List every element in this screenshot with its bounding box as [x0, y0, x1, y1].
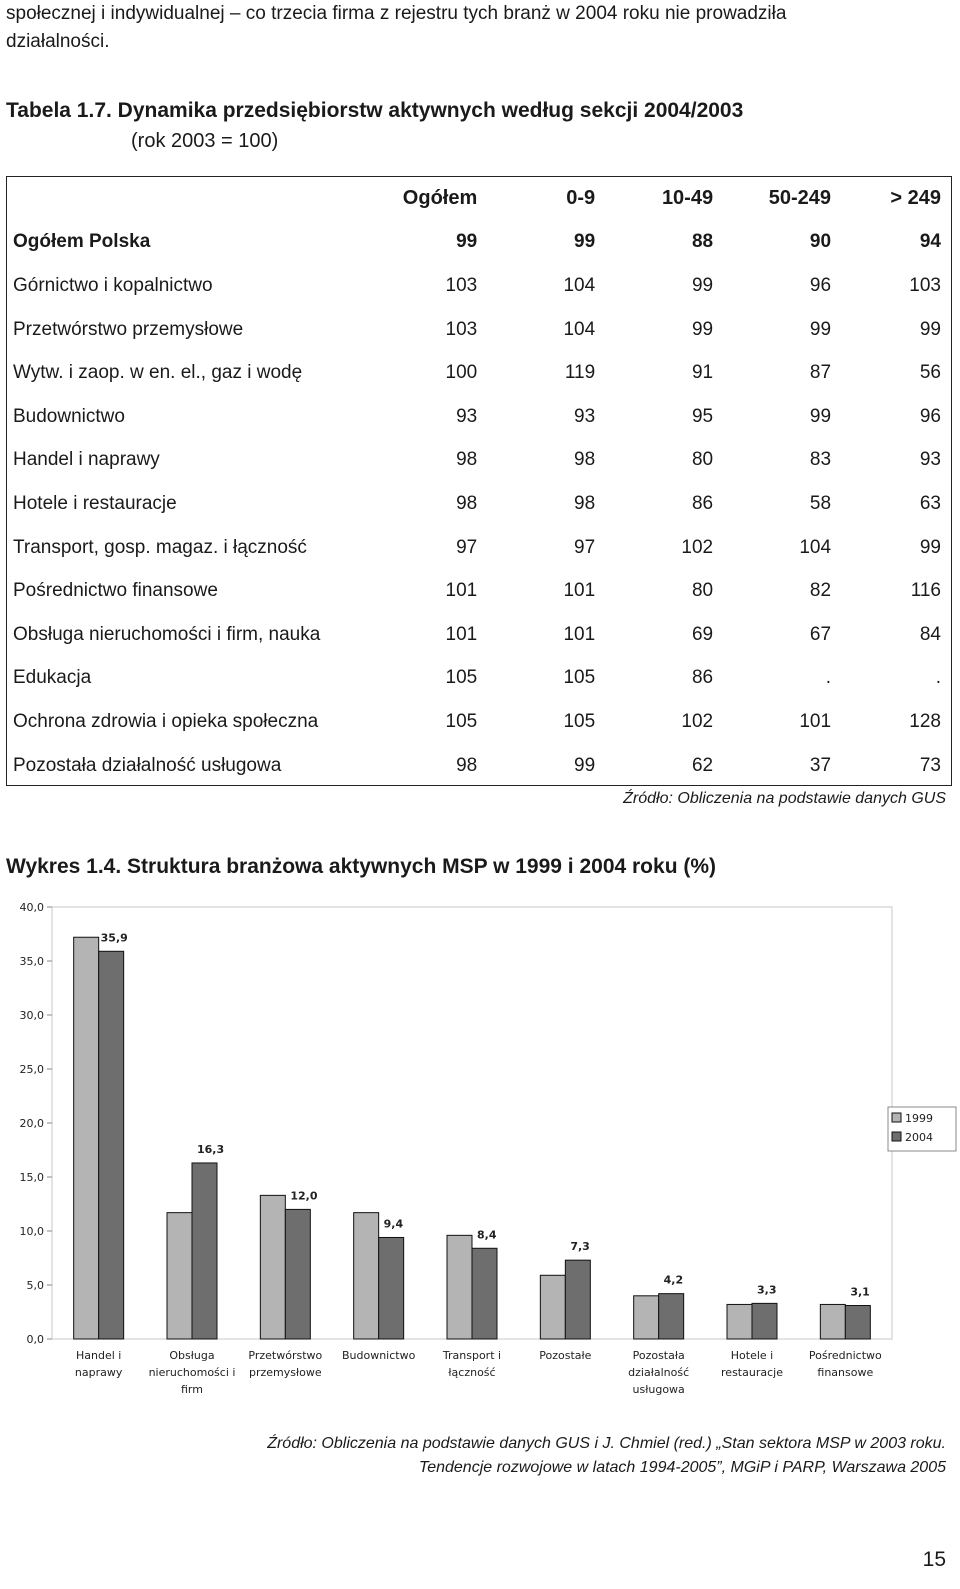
y-tick-label: 10,0: [19, 1225, 44, 1238]
row-value: .: [935, 667, 941, 689]
table-row: [7, 439, 951, 483]
x-category-label: restauracje: [721, 1366, 783, 1379]
x-category-label: Handel i: [75, 1349, 122, 1362]
y-tick-label: 25,0: [19, 1063, 44, 1076]
row-value: 84: [919, 623, 941, 645]
row-value: 73: [919, 754, 941, 776]
header-col-1: 0-9: [566, 187, 596, 210]
x-category-label: Hotele i: [730, 1349, 774, 1362]
table-row: [7, 351, 951, 395]
row-value: 86: [691, 492, 714, 514]
bar-2004: [659, 1294, 684, 1339]
legend-label: 1999: [905, 1112, 933, 1125]
bar-1999: [727, 1304, 752, 1339]
bar-1999: [167, 1213, 192, 1339]
row-value: 80: [691, 449, 714, 471]
x-category-label: łączność: [448, 1366, 496, 1379]
row-label: Wytw. i zaop. w en. el., gaz i wodę: [13, 362, 303, 384]
row-value: 69: [691, 623, 714, 645]
header-empty: [7, 177, 403, 221]
row-value: 93: [574, 405, 596, 427]
row-value: 99: [691, 318, 714, 340]
y-tick-label: 40,0: [19, 901, 44, 914]
row-value: 86: [691, 667, 714, 689]
row-value: 94: [919, 231, 941, 253]
legend-swatch: [892, 1113, 901, 1122]
table-row: [7, 482, 951, 526]
legend-swatch: [892, 1132, 901, 1141]
table-row: [7, 744, 951, 788]
row-value: 97: [456, 536, 478, 558]
row-value: 101: [445, 623, 478, 645]
row-value: 93: [919, 449, 941, 471]
row-value: 97: [574, 536, 596, 558]
row-label: Budownictwo: [13, 405, 125, 427]
legend-label: 2004: [905, 1131, 933, 1144]
x-category-label: Budownictwo: [341, 1349, 416, 1362]
row-value: 98: [456, 754, 478, 776]
x-category-label: Przetwórstwo: [248, 1349, 323, 1362]
bar-2004: [752, 1303, 777, 1339]
row-value: 101: [563, 623, 596, 645]
row-label: Ochrona zdrowia i opieka społeczna: [13, 710, 319, 732]
table-subtitle: (rok 2003 = 100): [131, 130, 279, 152]
data-label: 7,3: [570, 1240, 590, 1254]
row-value: 98: [456, 492, 478, 514]
intro-text: [6, 0, 954, 56]
header-col-3: 50-249: [768, 187, 832, 210]
y-tick-label: 15,0: [19, 1171, 44, 1184]
x-category-label: działalność: [628, 1366, 690, 1379]
row-value: 102: [681, 710, 714, 732]
row-value: 102: [681, 536, 714, 558]
table-body: [7, 221, 951, 788]
data-label: 3,1: [850, 1285, 870, 1299]
table-row: [7, 613, 951, 657]
row-value: 91: [691, 362, 714, 384]
data-label: 16,3: [197, 1142, 225, 1156]
x-category-label: firm: [181, 1383, 203, 1396]
table-row: [7, 569, 951, 613]
row-value: 104: [799, 536, 832, 558]
row-value: 99: [691, 274, 714, 296]
header-col-2: 10-49: [661, 187, 714, 210]
row-value: 99: [809, 318, 832, 340]
bar-2004: [472, 1248, 497, 1339]
bar-1999: [74, 937, 99, 1339]
header-col-0: Ogółem: [402, 187, 478, 210]
x-category-label: Obsługa: [169, 1349, 215, 1362]
bar-2004: [379, 1237, 404, 1339]
row-label: Obsługa nieruchomości i firm, nauka: [13, 623, 321, 645]
chart-source-line-2: Tendencje rozwojowe w latach 1994-2005”, MGiP i PARP, Warszawa 2005: [418, 1459, 946, 1476]
row-label: Ogółem Polska: [13, 231, 151, 253]
x-category-label: nieruchomości i: [148, 1366, 236, 1379]
row-label: Hotele i restauracje: [13, 492, 177, 514]
table-row: [7, 221, 951, 265]
table-title: Tabela 1.7. Dynamika przedsiębiorstw aktywnych według sekcji 2004/2003: [6, 99, 744, 122]
row-value: 98: [456, 449, 478, 471]
row-value: 119: [564, 362, 596, 384]
bar-1999: [260, 1195, 285, 1339]
x-category-label: Pośrednictwo: [808, 1349, 882, 1362]
row-value: 87: [809, 362, 832, 384]
row-value: 95: [691, 405, 714, 427]
page-number: 15: [922, 1548, 946, 1571]
header-col-4: > 249: [890, 187, 941, 210]
chart-source-line-1: Źródło: Obliczenia na podstawie danych GUS i J. Chmiel (red.) „Stan sektora MSP w 2003 roku.: [267, 1435, 946, 1452]
row-label: Edukacja: [13, 667, 92, 689]
row-value: 99: [574, 231, 596, 253]
row-value: 103: [909, 274, 941, 296]
row-value: 93: [456, 405, 478, 427]
row-value: 100: [445, 362, 478, 384]
x-category-label: naprawy: [74, 1366, 123, 1379]
intro-line-1: społecznej i indywidualnej – co trzecia firma z rejestru tych branż w 2004 roku nie prowadziła: [6, 3, 787, 24]
x-category-label: Transport i: [442, 1349, 502, 1362]
row-value: 99: [919, 318, 941, 340]
row-value: 116: [910, 580, 941, 602]
row-value: 105: [445, 710, 478, 732]
row-value: 99: [809, 405, 832, 427]
row-value: 103: [445, 318, 478, 340]
bar-1999: [540, 1275, 565, 1339]
row-value: 80: [691, 580, 714, 602]
y-tick-label: 35,0: [19, 955, 44, 968]
row-label: Pośrednictwo finansowe: [13, 580, 218, 602]
data-label: 35,9: [100, 931, 128, 945]
bar-chart: [0, 890, 960, 1430]
row-label: Przetwórstwo przemysłowe: [13, 318, 244, 340]
x-category-label: Pozostała: [632, 1349, 685, 1362]
row-value: 98: [574, 449, 596, 471]
table-header-row: [7, 177, 951, 221]
y-tick-label: 5,0: [26, 1279, 44, 1292]
chart-source: [267, 1432, 946, 1480]
data-label: 8,4: [477, 1228, 497, 1242]
row-value: 104: [563, 318, 596, 340]
intro-line-2: działalności.: [6, 31, 110, 52]
row-value: 99: [919, 536, 941, 558]
table-row: [7, 526, 951, 570]
row-value: 101: [445, 580, 478, 602]
row-value: 90: [809, 231, 832, 253]
row-label: Górnictwo i kopalnictwo: [13, 274, 213, 296]
row-value: 58: [809, 492, 832, 514]
y-tick-label: 30,0: [19, 1009, 44, 1022]
x-category-label: finansowe: [817, 1366, 874, 1379]
row-value: .: [825, 667, 832, 689]
row-value: 96: [809, 274, 832, 296]
row-value: 56: [919, 362, 941, 384]
dynamics-table-grid: [7, 177, 951, 787]
bar-2004: [845, 1306, 870, 1339]
row-value: 98: [574, 492, 596, 514]
row-label: Transport, gosp. magaz. i łączność: [13, 536, 307, 558]
row-value: 105: [563, 710, 596, 732]
bar-2004: [565, 1260, 590, 1339]
row-value: 88: [691, 231, 714, 253]
row-value: 101: [563, 580, 596, 602]
dynamics-table: [6, 176, 952, 786]
row-value: 83: [809, 449, 832, 471]
table-row: [7, 264, 951, 308]
row-value: 128: [909, 710, 941, 732]
bar-2004: [192, 1163, 217, 1339]
data-label: 12,0: [290, 1189, 318, 1203]
row-value: 63: [919, 492, 941, 514]
row-value: 104: [563, 274, 596, 296]
x-category-label: Pozostałe: [539, 1349, 592, 1362]
row-value: 105: [445, 667, 478, 689]
bar-1999: [634, 1296, 659, 1339]
x-category-label: przemysłowe: [249, 1366, 322, 1379]
row-value: 99: [456, 231, 478, 253]
data-label: 4,2: [663, 1273, 684, 1287]
y-tick-label: 0,0: [26, 1333, 44, 1346]
row-label: Handel i naprawy: [13, 449, 160, 471]
data-label: 3,3: [757, 1283, 777, 1297]
table-row: [7, 657, 951, 701]
row-value: 105: [563, 667, 596, 689]
data-label: 9,4: [383, 1217, 404, 1231]
bar-1999: [820, 1304, 845, 1339]
row-value: 99: [574, 754, 596, 776]
row-value: 82: [809, 580, 832, 602]
y-tick-label: 20,0: [19, 1117, 44, 1130]
row-value: 101: [799, 710, 832, 732]
row-value: 67: [809, 623, 832, 645]
bar-2004: [99, 951, 124, 1339]
table-caption: [6, 96, 743, 156]
row-value: 62: [691, 754, 714, 776]
table-row: [7, 700, 951, 744]
row-value: 37: [809, 754, 832, 776]
table-row: [7, 308, 951, 352]
chart-caption: Wykres 1.4. Struktura branżowa aktywnych MSP w 1999 i 2004 roku (%): [6, 855, 717, 878]
bar-1999: [447, 1235, 472, 1339]
bar-1999: [354, 1213, 379, 1339]
bar-2004: [285, 1209, 310, 1339]
table-row: [7, 395, 951, 439]
row-value: 96: [919, 405, 941, 427]
row-label: Pozostała działalność usługowa: [13, 754, 282, 776]
table-source: Źródło: Obliczenia na podstawie danych GUS: [623, 790, 946, 807]
row-value: 103: [445, 274, 478, 296]
x-category-label: usługowa: [632, 1383, 685, 1396]
